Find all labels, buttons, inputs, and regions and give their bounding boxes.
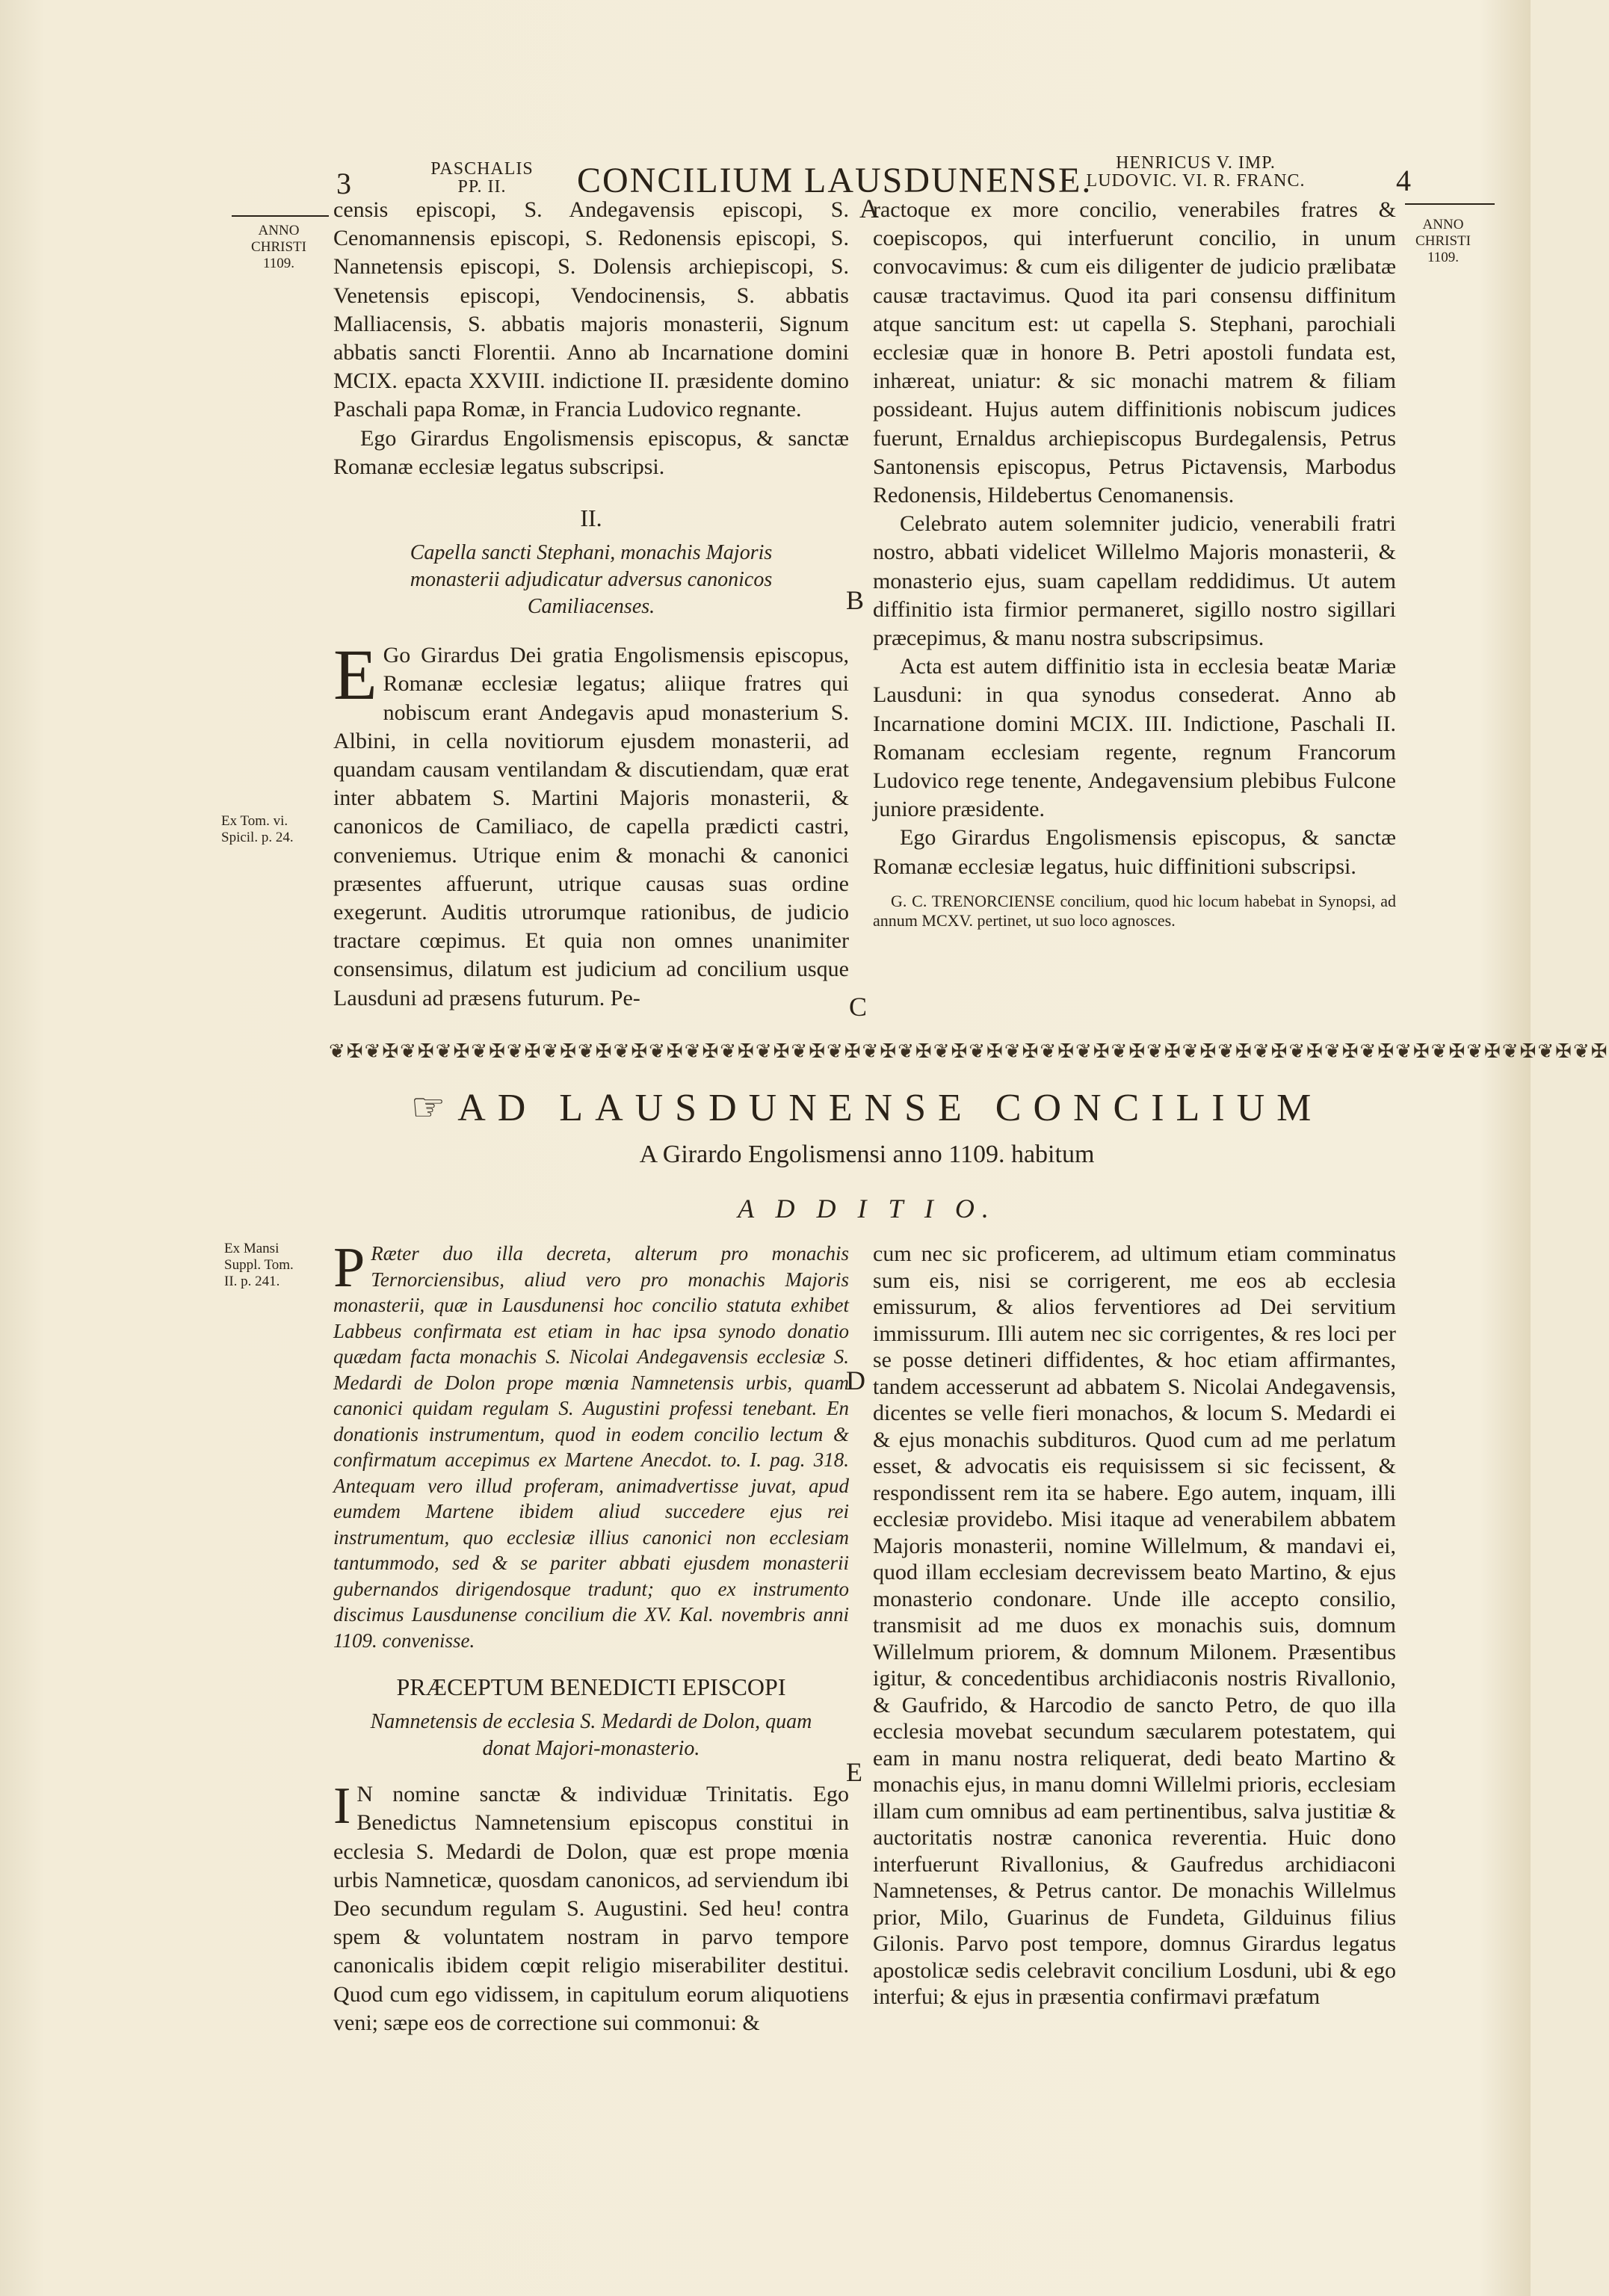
right-bottom-para-1: cum nec sic proficerem, ad ultimum etiam comminatus sum eis, nisi se corrigerent, me eos ab ecclesia emissurum, & alios ferventiores ad Dei servitium immissurum. Illi autem nec sic corrigentes, & res loci per se posse detineri diffidentes, & hoc etiam affirmantes, tandem accesserunt ad abbatem S. Nicolai Andegavensis, dicentes se velle fieri monachos, & locum S. Medardi ei & ejus monachis subdituros. Quod cum ad me perlatum esset, & advocatis eis requisissem si sic fecissent, & respondissent rem ita se habere. Ego autem, inquam, illi ecclesiæ providebo. Misi itaque ad venerabilem abbatem Majoris monasterii, nomine Willelmum, & mandavi ei, quod illam ecclesiam decrevissem beato Martino, & ejus monasterio condonare. Unde ille accepto consilio, transmisit ad me duos ex monachis suis, domnum Willelmum priorem, & domnum Milonem. Præsentibus igitur, & concedentibus archidiaconis nostris Rivallonio, & Gaufrido, & Harcodio de sancto Petro, de quo illa ecclesia movebat secundum sæcularem potestatem, qui eam in manu nostra reliquerat, dedi beato Martino & monachis ejus, in manu domni Willelmi prioris, ecclesiam illam cum omnibus ad eam pertinentibus, salva justitiæ & auctoritatis nostræ canonica reverentia. Huic dono interfuerunt Rivallonius, & Gaufredus archidiaconi Namnetenses, & Petrus cantor. De monachis Willelmus prior, Milo, Guarinus de Fundeta, Gilduinus filius Gilonis. Parvo post tempore, domnus Girardus legatus apostolicæ sedis celebravit concilium Losduni, ubi & ego interfui; & ejus in præsentia confirmavi præfatum	[873, 1241, 1396, 2009]
section-letter-a: A	[859, 194, 879, 223]
praeceptum-subtitle: Namnetensis de ecclesia S. Medardi de Dolon, quam donat Majori-monasterio.	[370, 1710, 812, 1761]
addition-title	[329, 1085, 1405, 1130]
left-bottom-para-2	[333, 1777, 849, 2037]
section-letter-c: C	[849, 992, 868, 1022]
margin-source-spicil-1: Ex Tom. vi.	[221, 813, 288, 829]
left-top-para-3-text: Go Girardus Dei gratia Engolismensis episcopus, Romanæ ecclesiæ legatus; aliique fratres qui nobiscum erant Andegavis apud monasterium S. Albini, in cella novitiorum ejusdem monasterii, ad quandam causam ventilandam & discutiendam, quæ erat inter abbatem S. Martini Majoris monasterii, & canonicos de Camiliaco, de capella prædicti castri, conveniemus. Utrique enim & monachi & canonici præsentes affuerunt, utrique causas suas ordine exegerunt. Auditis utrorumque rationibus, de judicio tractare cœpimus. Et quia non omnes unanimiter consensimus, dilatum est judicium ad concilium usque Lausduni ad præsens futurum. Pe-	[333, 643, 849, 1010]
right-top-para-4: Ego Girardus Engolismensis episcopus, & sanctæ Romanæ ecclesiæ legatus, huic diffinitioni subscripsi.	[873, 825, 1396, 879]
addition-subtitle: A Girardo Engolismensi anno 1109. habitum	[639, 1141, 1095, 1168]
margin-anno-left-3: 1109.	[262, 256, 295, 271]
page-number-left: 3	[336, 167, 351, 200]
margin-anno-right-3: 1109.	[1427, 250, 1460, 265]
left-bottom-column	[333, 1236, 849, 2037]
section-letter-d: D	[846, 1365, 865, 1395]
right-top-para-3: Acta est autem diffinitio ista in ecclesia beatæ Mariæ Lausduni: in qua synodus consederat. Anno ab Incarnatione domini MCIX. III. Indictione, Paschali II. Romanam ecclesiam regente, regnum Francorum Ludovico rege tenente, Andegavensium plebibus Fulcone juniore præsidente.	[873, 654, 1396, 822]
right-top-column	[873, 196, 1396, 931]
margin-source-mansi-3: II. p. 241.	[224, 1274, 280, 1289]
drop-cap-i: I	[333, 1777, 351, 1836]
left-top-para-1: censis episcopi, S. Andegavensis episcopi, S. Cenomannensis episcopi, S. Redonensis episcopi, S. Nannetensis episcopi, S. Dolensis archiepiscopi, S. Venetensis episcopi, Vendocinensis, S. abbatis Malliacensis, S. abbatis majoris monasterii, Signum abbatis sancti Florentii. Anno ab Incarnatione domini MCIX. epacta XXVIII. indictione II. præsidente domino Paschali papa Romæ, in Francia Ludovico regnante.	[333, 197, 849, 422]
left-top-column	[333, 196, 849, 1013]
right-bottom-column	[873, 1241, 1396, 2010]
left-bottom-para-2-text: N nomine sanctæ & individuæ Trinitatis. Ego Benedictus Namnetensium episcopus constitui in ecclesia S. Medardi de Dolon, quæ est prope mœnia urbis Namneticæ, quosdam canonicos, ad serviendum ibi Deo secundum regulam S. Augustini. Sed heu! contra spem & voluntatem nostram in parvo tempore canonicalis ibidem cœpit religio miserabiliter destitui. Quod cum ego vidissem, in capitulum eorum aliquotiens veni; sæpe eos de correctione sui commonui: &	[333, 1782, 849, 2035]
drop-cap-p: P	[333, 1236, 365, 1299]
drop-cap-e: E	[333, 635, 377, 715]
section-letter-b: B	[846, 585, 865, 615]
left-top-para-3	[333, 635, 849, 1013]
addition-label: A D D I T I O.	[738, 1194, 996, 1223]
margin-source-spicil	[221, 813, 333, 846]
running-head-left	[419, 160, 546, 196]
margin-anno-left	[238, 223, 320, 272]
margin-source-mansi-1: Ex Mansi	[224, 1241, 280, 1256]
running-head-right-line1: HENRICUS V. IMP.	[1116, 153, 1276, 173]
running-head-left-line1: PASCHALIS	[430, 159, 534, 179]
right-top-para-2: Celebrato autem solemniter judicio, venerabili fratri nostro, abbati videlicet Willelmo Majoris monasterii, & monasterio ejus, suam capellam reddidimus. Ut autem diffinitio ista firmior permaneret, sigillo nostro sigillari præcepimus, & manu nostra subscripsimus.	[873, 511, 1396, 651]
margin-anno-right	[1402, 217, 1484, 266]
right-top-note: G. C. TRENORCIENSE concilium, quod hic locum habebat in Synopsi, ad annum MCXV. pertinet, ut suo loco agnosces.	[873, 891, 1396, 930]
right-top-para-1: ractoque ex more concilio, venerabiles fratres & coepiscopos, qui interfuerunt concilio, in unum convocavimus: & cum eis diligenter de judicio prælibatæ causæ tractavimus. Quod ita pari consensu diffinitum atque sancitum est: ut capella S. Stephani, parochiali ecclesiæ quæ in honore B. Petri apostoli fundata est, inhæreat, uniatur: & sic monachi matrem & filiam possideant. Hujus autem diffinitionis nobiscum judices fuerunt, Ernaldus archiepiscopus Burdegalensis, Petrus Santonensis episcopus, Petrus Pictavensis, Marbodus Redonensis, Hildebertus Cenomanensis.	[873, 197, 1396, 508]
running-head-left-line2: PP. II.	[457, 177, 507, 197]
page-number-right: 4	[1396, 164, 1411, 197]
running-head-right-line2: LUDOVIC. VI. R. FRANC.	[1086, 171, 1306, 191]
running-head-right	[1069, 154, 1323, 190]
left-top-para-2: Ego Girardus Engolismensis episcopus, & sanctæ Romanæ ecclesiæ legatus subscripsi.	[333, 425, 849, 479]
page-title: CONCILIUM LAUSDUNENSE.	[577, 161, 1093, 200]
ornament-band: ❦✠❦✠❦✠❦✠❦✠❦✠❦✠❦✠❦✠❦✠❦✠❦✠❦✠❦✠❦✠❦✠❦✠❦✠❦✠❦✠❦✠❦✠❦✠❦✠❦✠❦✠❦✠❦✠❦✠❦✠❦✠❦✠❦✠❦✠❦✠❦✠	[329, 1040, 1609, 1062]
margin-anno-left-2: CHRISTI	[251, 239, 306, 255]
praeceptum-heading: PRÆCEPTUM BENEDICTI EPISCOPI	[396, 1673, 786, 1700]
hand-pointer-icon: ☞	[410, 1087, 446, 1129]
margin-source-mansi	[224, 1241, 329, 1290]
margin-anno-right-2: CHRISTI	[1415, 233, 1471, 249]
margin-dash-right	[1405, 203, 1495, 205]
addition-title-text: AD LAUSDUNENSE CONCILIUM	[457, 1087, 1324, 1129]
margin-anno-left-1: ANNO	[258, 223, 300, 238]
margin-source-spicil-2: Spicil. p. 24.	[221, 830, 294, 845]
section-letter-e: E	[846, 1757, 862, 1787]
margin-anno-right-1: ANNO	[1422, 217, 1464, 232]
margin-source-mansi-2: Suppl. Tom.	[224, 1257, 294, 1273]
section-number-ii: II.	[580, 504, 602, 532]
section-ii-subtitle: Capella sancti Stephani, monachis Majoris monasterii adjudicatur adversus canonicos Camiliacenses.	[410, 541, 773, 619]
left-bottom-para-1	[333, 1236, 849, 1653]
left-bottom-para-1-text: Ræter duo illa decreta, alterum pro monachis Ternorciensibus, aliud vero pro monachis Majoris monasterii, quæ in Lausdunensi hoc concilio statuta exhibet Labbeus confirmata est etiam in hac ipsa synodo donatio quædam facta monachis S. Nicolai Andegavensis ecclesiæ S. Medardi de Dolon prope mœnia Namnetensis urbis, quam canonici quidam regulam S. Augustini professi tenebant. En donationis instrumentum, quod in eodem concilio lectum & confirmatum accepimus ex Martene Anecdot. to. I. pag. 318. Antequam vero illud proferam, animadvertisse juvat, apud eumdem Martene ibidem aliud succedere ejus rei instrumentum, quo ecclesiæ illius canonici non ecclesiam tantummodo, sed & se pariter abbati ejusdem monasterii gubernandos dirigendosque tradunt; quo ex instrumento discimus Lausdunense concilium die XV. Kal. novembris anni 1109. convenisse.	[333, 1242, 849, 1652]
margin-dash-left	[232, 215, 329, 217]
